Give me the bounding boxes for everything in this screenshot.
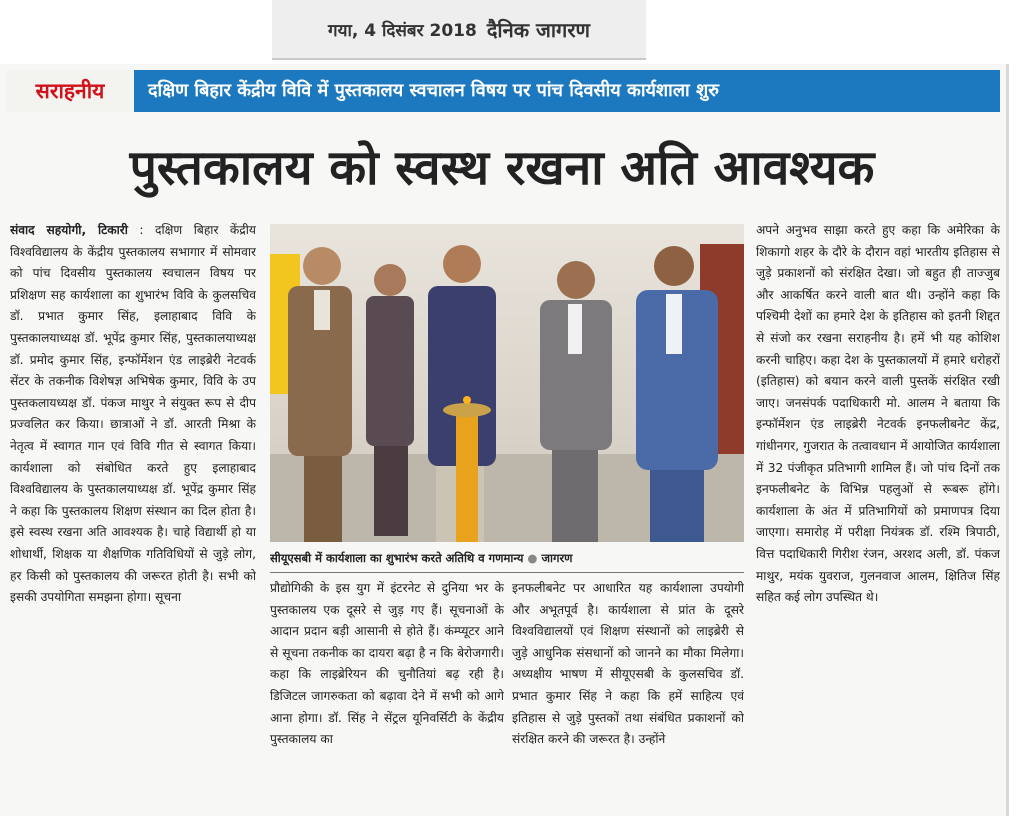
dateline xyxy=(272,0,646,60)
article-column-4 xyxy=(756,220,1000,810)
main-headline: पुस्तकालय को स्वस्थ रखना अति आवश्यक xyxy=(129,140,875,196)
article-column-2 xyxy=(270,578,504,810)
strap-bar xyxy=(6,70,1000,112)
photo-caption: सीयूएसबी में कार्यशाला का शुभारंभ करते अतिथि व गणमान्य xyxy=(270,551,524,565)
byline: संवाद सहयोगी, टिकारी xyxy=(10,223,128,237)
section-tag: सराहनीय xyxy=(6,70,134,112)
edition-date: गया, 4 दिसंबर 2018 xyxy=(328,20,477,41)
bullet-separator: ● xyxy=(527,551,542,565)
article-column-3 xyxy=(512,578,744,810)
photo-caption-row xyxy=(270,544,744,573)
column-2-text: प्रौद्योगिकी के इस युग में इंटरनेट से दुनिया भर के पुस्तकालय एक दूसरे से जुड़ गए हैं। सूचनाओं के आदान प्रदान बड़ी आसानी से होते हैं। कंम्प्यूटर आने से सूचना तकनीक का दायरा बढ़ा है न कि बेरोजगारी। कहा कि लाइब्रेरियन की चुनौतियां बढ़ रही है। डिजिटल जागरुकता को बढ़ावा देने में सभी को आगे आना होगा। डॉ. सिंह ने सेंट्रल यूनिवर्सिटी के केंद्रीय पुस्तकालय का xyxy=(270,581,504,747)
newspaper-name: दैनिक जागरण xyxy=(486,17,590,42)
column-3-text: इनफलीबनेट पर आधारित यह कार्यशाला उपयोगी और अभूतपूर्व है। कार्यशाला से प्रांत के दूसरे विश्वविद्यालयों एवं शिक्षण संस्थानों को लाइब्रेरी से जुड़े आधुनिक संसधानों को जानने का मौका मिलेगा। अध्यक्षीय भाषण में सीयूएसबी के कुलसचिव डॉ. प्रभात कुमार सिंह ने कहा कि हमें साहित्य एवं इतिहास से जुड़े पुस्तकों तथा संबंधित प्रकाशनों को संरक्षित करने की जरूरत है। उन्होंने xyxy=(512,581,744,747)
news-clipping xyxy=(0,64,1009,816)
column-4-text: अपने अनुभव साझा करते हुए कहा कि अमेरिका के शिकागो शहर के दौरे के दौरान वहां भारतीय इतिहास से जुड़े प्रकाशनों को संरक्षित देखा। जो बहुत ही ताज्जुब और आकर्षित करने वाली बात थी। उन्होंने कहा कि पश्चिमी देशों का हमारे देश के इतिहास को इतनी शिद्दत से संजो कर रखना सराहनीय है। हमें भी यह कोशिश करनी चाहिए। कहा देश के पुस्तकालयों में हमारे धरोहरों (इतिहास) को बयान करने वाली पुस्तकें संरक्षित रखी जाए। जनसंपर्क पदाधिकारी मो. आलम ने बताया कि इन्फॉर्मेशन एंड लाइब्रेरी नेटवर्क इनफलीबनेट केंद्र, गांधीनगर, गुजरात के तत्वावधान में आयोजित कार्यशाला में 32 पंजीकृत प्रतिभागी शामिल हैं। जो पांच दिनों तक इनफलीबनेट के विभिन्न पहलुओं से रूबरू होंगे। कार्यशाला के अंत में प्रतिभागियों को प्रमाणपत्र दिया जाएगा। समारोह में परीक्षा नियंत्रक डॉ. रश्मि त्रिपाठी, वित्त पदाधिकारी गिरीश रंजन, अरशद अली, डॉ. पंकज माथुर, मयंक युवराज, गुलनवाज आलम, क्षितिज सिंह सहित कई लोग उपस्थित थे। xyxy=(756,223,1000,605)
article-column-1 xyxy=(10,220,256,810)
column-1-text: : दक्षिण बिहार केंद्रीय विश्वविद्यालय के केंद्रीय पुस्तकालय सभागार में सोमवार को पांच दिवसीय पुस्तकालय स्वचालन विषय पर प्रशिक्षण सह कार्यशाला का शुभारंभ विवि के कुलसचिव डॉ. प्रभात कुमार सिंह, इलाहाबाद विवि के पुस्तकालयाध्यक्ष डॉ. भूपेंद्र कुमार सिंह, पुस्तकालयाध्यक्ष डॉ. प्रमोद कुमार सिंह, इन्फॉर्मेशन एंड लाइब्रेरी नेटवर्क सेंटर के तकनीक विशेषज्ञ अभिषेक कुमार, विवि के उप पुस्तकलायध्यक्ष डॉ. पंकज माथुर ने संयुक्त रूप से दीप प्रज्वलित कर किया। छात्राओं ने डॉ. आरती मिश्रा के नेतृत्व में स्वागत गान एवं विवि गीत से स्वागत किया। कार्यशाला को संबोधित करते हुए इलाहाबाद विश्वविद्यालय के पुस्तकालयाध्यक्ष डॉ. भूपेंद्र कुमार सिंह ने कहा कि पुस्तकालय शिक्षण संस्थान का दिल होता है। इसे स्वस्थ रखना अति आवश्यक है। चाहे विद्यार्थी हो या शोधार्थी, शिक्षक या शैक्षणिक गतिविधियों से जुड़े लोग, हर किसी को पुस्तकालय की जरूरत होती है। सभी को इसकी उपयोगिता समझना होगा। सूचना xyxy=(10,223,256,605)
event-photo xyxy=(270,224,744,542)
kicker-headline: दक्षिण बिहार केंद्रीय विवि में पुस्तकालय स्वचालन विषय पर पांच दिवसीय कार्यशाला शुरु xyxy=(148,80,719,101)
photo-credit: जागरण xyxy=(541,551,573,565)
